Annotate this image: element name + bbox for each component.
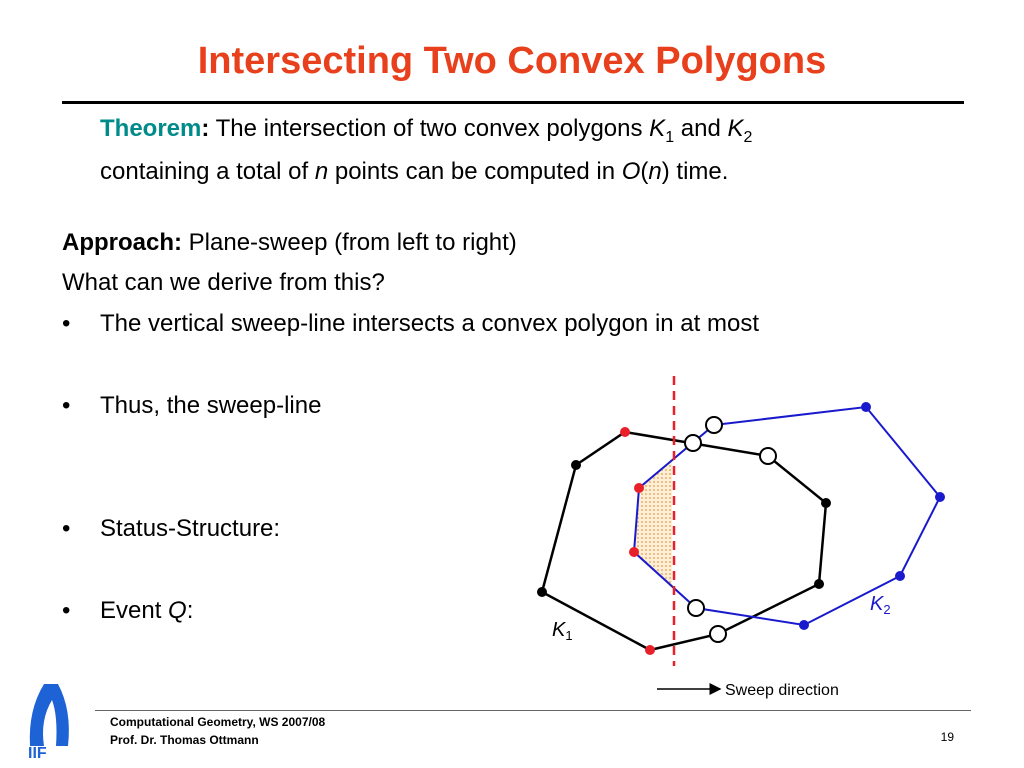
- footer-course: Computational Geometry, WS 2007/08: [110, 715, 326, 729]
- approach-line: Approach: Plane-sweep (from left to right): [62, 229, 517, 256]
- footer-author: Prof. Dr. Thomas Ottmann: [110, 733, 259, 747]
- intersection-point: [760, 448, 776, 464]
- theorem-text: Theorem: The intersection of two convex polygons $K_1$ and $K_2$ containing a total of n points can be computed in O(n) time.: [100, 115, 753, 185]
- bullet-item: • Event Q:: [62, 597, 194, 624]
- k1-vertex: [814, 579, 824, 589]
- approach-label: Approach:: [62, 229, 182, 256]
- k2-vertex: [861, 402, 871, 412]
- k1-vertex: [821, 498, 831, 508]
- intersection-point: [710, 626, 726, 642]
- iif-logo: [22, 680, 102, 760]
- k2-vertex: [895, 571, 905, 581]
- bullet-item: • The vertical sweep-line intersects a convex polygon in at most: [62, 310, 759, 337]
- k2-vertex: [935, 492, 945, 502]
- page-number: 19: [940, 730, 954, 744]
- sweep-direction-label: Sweep direction: [725, 682, 839, 699]
- intersection-point: [688, 600, 704, 616]
- intersection-point: [706, 417, 722, 433]
- k1-label: $K_1$: [552, 619, 573, 643]
- question-line: What can we derive from this?: [62, 269, 385, 296]
- k2-vertex: [799, 620, 809, 630]
- red-vertex: [645, 645, 655, 655]
- polygon-k2: [634, 407, 940, 625]
- k2-label: $K_2$: [870, 593, 891, 617]
- slide-title: Intersecting Two Convex Polygons: [197, 40, 827, 82]
- theorem-label: Theorem: [100, 115, 202, 142]
- intersection-point: [685, 435, 701, 451]
- footer-divider: [95, 710, 971, 711]
- k1-vertex: [537, 587, 547, 597]
- red-vertex: [620, 427, 630, 437]
- red-vertex: [629, 547, 639, 557]
- k1-vertex: [571, 460, 581, 470]
- bullet-item: • Status-Structure:: [62, 515, 281, 542]
- polygon-k1: [542, 432, 826, 650]
- bullet-item: • Thus, the sweep-line: [62, 392, 322, 419]
- red-vertex: [634, 483, 644, 493]
- logo-text: IIF: [28, 745, 47, 760]
